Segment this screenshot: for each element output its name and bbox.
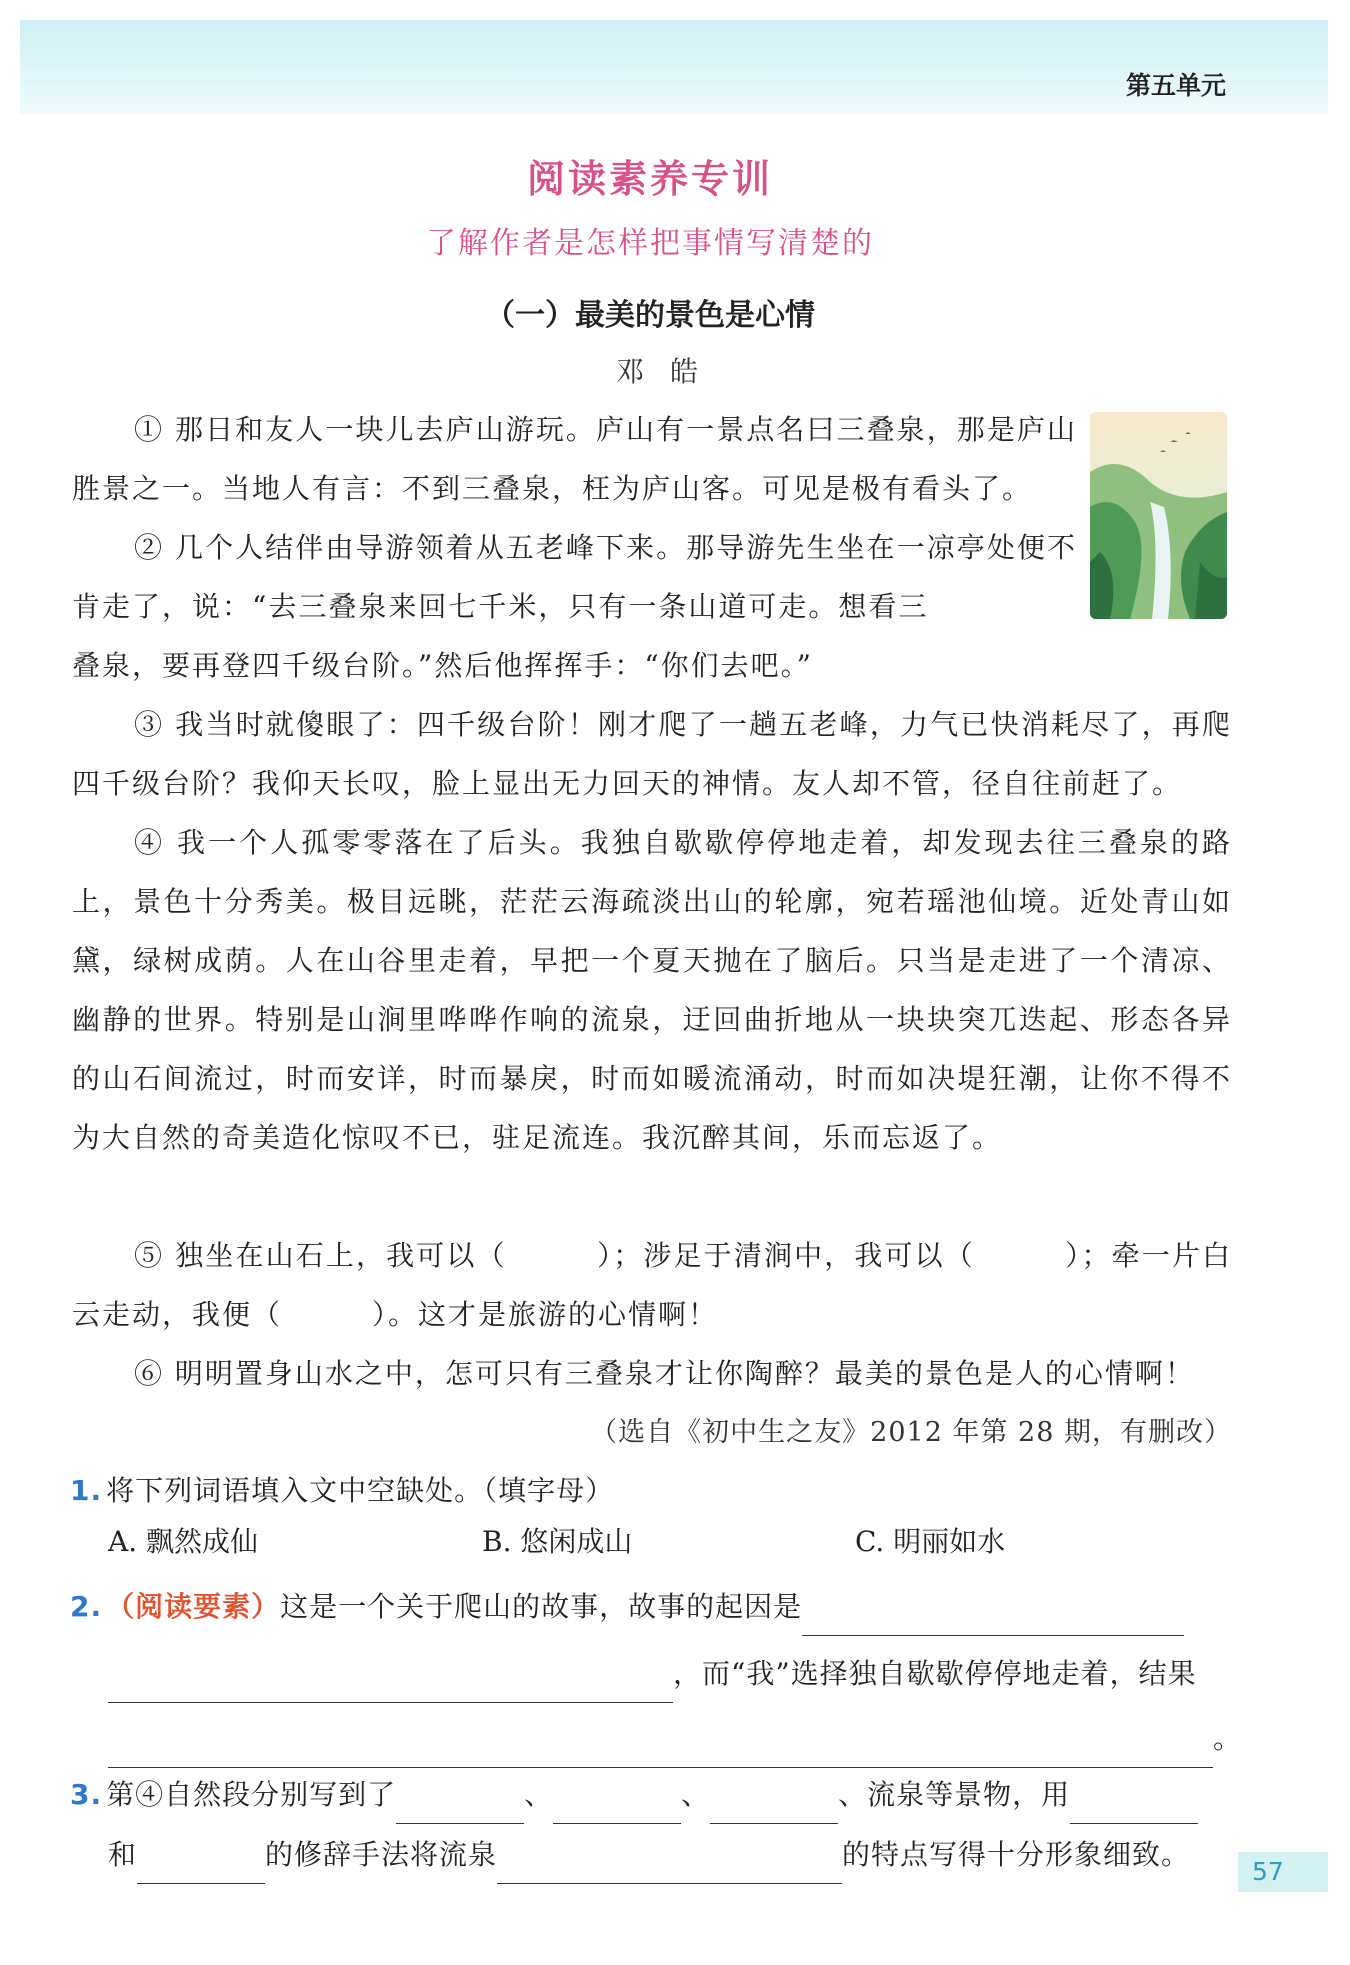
question-2-number: 2. [70, 1590, 103, 1623]
paragraph-4: ④ 我一个人孤零零落在了后头。我独自歇歇停停地走着，却发现去往三叠泉的路上，景色十分秀美。极目远眺，茫茫云海疏淡出山的轮廓，宛若瑶池仙境。近处青山如黛，绿树成荫。人在山谷里走着，早把一个夏天抛在了脑后。只当是走进了一个清凉、幽静的世界。特别是山涧里哗哗作响的流泉，迂回曲折地从一块块突兀迭起、形态各异的山石间流过，时而安详，时而暴戾，时而如暖流涌动，时而如决堤狂潮，让你不得不为大自然的奇美造化惊叹不已，驻足流连。我沉醉其间，乐而忘返了。 [72, 826, 1232, 1154]
page-number: 57 [1238, 1852, 1328, 1892]
answer-blank[interactable] [802, 1599, 1184, 1636]
answer-blank[interactable] [710, 1787, 838, 1824]
question-2-tag: （阅读要素） [106, 1590, 281, 1623]
paragraph-2-line-a: ② 几个人结伴由导游领着从五老峰下来。那导游先生坐在一凉亭处便不肯走了，说：“去三叠泉来回七千米，只有一条山道可走。想看三 [72, 531, 1077, 623]
question-3-text-b: 、流泉等景物，用 [838, 1778, 1071, 1811]
section-subtitle: 了解作者是怎样把事情写清楚的 [426, 226, 874, 261]
option-c: C. 明丽如水 [855, 1525, 1006, 1558]
option-a: A. 飘然成仙 [108, 1525, 259, 1558]
question-3-text-e: 的特点写得十分形象细致。 [842, 1838, 1191, 1871]
answer-blank[interactable] [1070, 1787, 1198, 1824]
article-author: 邓皓 [615, 355, 724, 388]
paragraph-5: ⑤ 独坐在山石上，我可以（ ）；涉足于清涧中，我可以（ ）；牵一片白云走动，我便（ ）。这才是旅游的心情啊！ [72, 1239, 1232, 1331]
answer-blank[interactable] [137, 1847, 265, 1884]
paragraph-2 [72, 518, 1232, 636]
section-title: 阅读素养专训 [526, 157, 773, 201]
article-title: （一）最美的景色是心情 [485, 298, 815, 333]
question-1-number: 1. [70, 1474, 103, 1507]
answer-blank[interactable] [396, 1787, 524, 1824]
question-1 [70, 1462, 614, 1520]
answer-blank[interactable] [497, 1847, 842, 1884]
answer-blank[interactable] [553, 1787, 681, 1824]
paragraph-2-end: 叠泉，要再登四千级台阶。”然后他挥挥手：“你们去吧。” [72, 649, 813, 682]
question-2-text-b: ，而“我”选择独自歇歇停停地走着，结果 [673, 1657, 1197, 1690]
answer-blank[interactable] [108, 1731, 1213, 1768]
option-b: B. 悠闲成山 [482, 1525, 633, 1558]
question-1-text: 将下列词语填入文中空缺处。（填字母） [106, 1474, 615, 1507]
question-3-text-d: 的修辞手法将流泉 [265, 1838, 498, 1871]
question-3 [70, 1766, 1198, 1824]
paragraph-3: ③ 我当时就傻眼了：四千级台阶！刚才爬了一趟五老峰，力气已快消耗尽了，再爬四千级台阶？我仰天长叹，脸上显出无力回天的神情。友人却不管，径自往前赶了。 [72, 708, 1232, 800]
unit-label: 第五单元 [1125, 71, 1226, 100]
question-2-text-a: 这是一个关于爬山的故事，故事的起因是 [280, 1590, 803, 1623]
question-2-line-2 [108, 1645, 1197, 1703]
question-3-sep-1: 、 [524, 1778, 554, 1811]
source-citation: （选自《初中生之友》2012 年第 28 期，有删改） [590, 1417, 1232, 1448]
question-2-end: 。 [1213, 1722, 1243, 1755]
question-2 [70, 1578, 1184, 1636]
question-3-number: 3. [70, 1778, 103, 1811]
paragraph-1: ① 那日和友人一块儿去庐山游玩。庐山有一景点名曰三叠泉，那是庐山胜景之一。当地人有言：不到三叠泉，枉为庐山客。可见是极有看头了。 [72, 413, 1077, 505]
paragraph-6: ⑥ 明明置身山水之中，怎可只有三叠泉才让你陶醉？最美的景色是人的心情啊！ [134, 1357, 1195, 1390]
question-2-line-3 [108, 1710, 1242, 1768]
answer-blank[interactable] [108, 1666, 673, 1703]
question-3-text-c: 和 [108, 1838, 138, 1871]
question-3-sep-2: 、 [681, 1778, 711, 1811]
question-3-line-2 [108, 1826, 1190, 1884]
question-3-text-a: 第④自然段分别写到了 [106, 1778, 397, 1811]
